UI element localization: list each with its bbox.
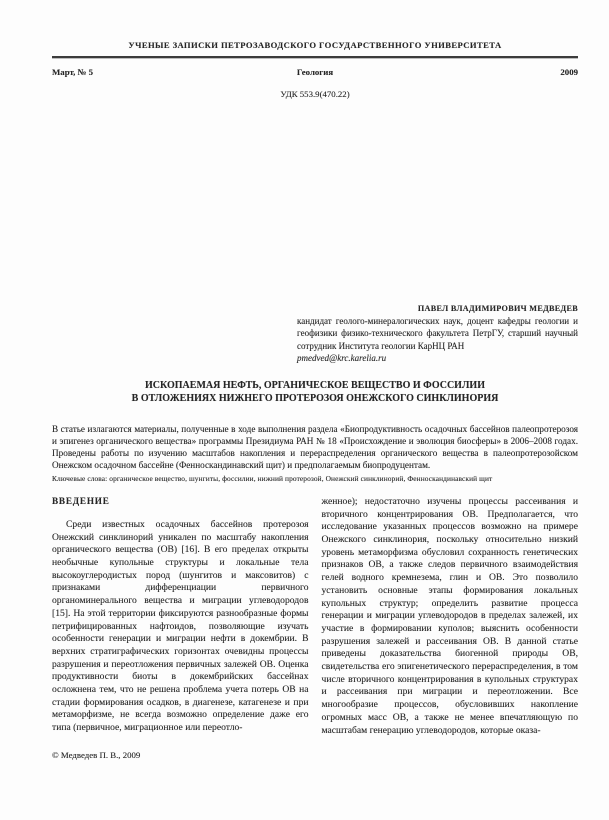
introduction-heading: ВВЕДЕНИЕ xyxy=(52,495,110,506)
author-email: pmedved@krc.karelia.ru xyxy=(297,352,387,363)
left-column xyxy=(52,496,309,760)
article-title xyxy=(52,379,578,406)
issue-row xyxy=(52,67,578,77)
issue-label: Март, № 5 xyxy=(52,67,93,77)
introduction-paragraph-left: Среди известных осадочных бассейнов протерозоя Онежский синклинорий уникален по масштабу накопления органического вещества (ОВ) [16]. В его пределах открыты необычные купольные структуры и локальные тела высокоуглеродистых пород (шунгитов и максовитов) с признаками дифференциации первичного органоминерального вещества и миграции углеводородов [15]. На этой территории фиксируются разнообразные формы петрифицированных нафтоидов, позволяющие изучать особенности генерации и миграции нефти в докембрии. В верхних стратиграфических горизонтах очевидны процессы разрушения и переотложения первичных залежей ОВ. Оценка продуктивности биоты в докембрийских бассейнах осложнена тем, что не решена проблема учета потерь ОВ на стадии формирования осадков, в диагенезе, катагенезе и при метаморфизме, не всегда возможно определение даже его типа (первичное, миграционное или переотло- xyxy=(52,518,309,734)
udk-code: УДК 553.9(470.22) xyxy=(280,89,350,99)
introduction-paragraph-right: женное); недостаточно изучены процессы рассеивания и вторичного концентрирования ОВ. Предполагается, что исследование указанных процессов возможно на примере Онежского синклинория, поскольку относительно низкий уровень метаморфизма обусловил сохранность генетических признаков ОВ, а также следов первичного взаимодействия гелей водного кремнезема, глин и ОВ. Это позволило установить основные этапы формирования локальных купольных структур; определить развитие процесса генерации и миграции углеводородов в пределах залежей, их участие в формировании куполов; выяснить особенности разрушения залежей и рассеивания ОВ. В данной статье приведены доказательства биогенной природы ОВ, свидетельства его эпигенетического перераспределения, в том числе вторичного концентрирования в купольных структурах и рассеивания при миграции и переотложении. Все многообразие процессов, обусловивших накопление огромных масс ОВ, а также не менее впечатляющую по масштабам генерацию углеводородов, которые оказа- xyxy=(321,495,578,736)
journal-title: УЧЕНЫЕ ЗАПИСКИ ПЕТРОЗАВОДСКОГО ГОСУДАРСТВЕННОГО УНИВЕРСИТЕТА xyxy=(128,40,502,50)
body-columns xyxy=(52,496,578,760)
keywords-line: Ключевые слова: органическое вещество, шунгиты, фоссилии, нижний протерозой, Онежский синклинорий, Фенноскандинавский щит xyxy=(52,473,493,483)
header-rule xyxy=(52,56,578,59)
abstract-text: В статье излагаются материалы, полученные в ходе выполнения раздела «Биопродуктивность осадочных бассейнов палеопротерозоя и эпигенез органического вещества» программы Президиума РАН № 18 «Происхождение и эволюция биосферы» в 2006–2008 годах. Проведены работы по изучению масштабов накопления и перераспределения органического вещества в палеопротерозойском Онежском осадочном бассейне (Фенноскандинавский щит) и предполагаемым биопродуцентам. xyxy=(52,423,578,470)
article-title-line1: ИСКОПАЕМАЯ НЕФТЬ, ОРГАНИЧЕСКОЕ ВЕЩЕСТВО И ФОССИЛИИ xyxy=(145,379,485,391)
year-label: 2009 xyxy=(560,67,578,77)
author-name: ПАВЕЛ ВЛАДИМИРОВИЧ МЕДВЕДЕВ xyxy=(417,304,578,313)
author-affiliation: кандидат геолого-минералогических наук, доцент кафедры геологии и геофизики физико-технического факультета ПетрГУ, старший научный сотрудник Института геологии КарНЦ РАН xyxy=(297,316,578,351)
copyright-line: © Медведев П. В., 2009 xyxy=(52,749,141,760)
section-label: Геология xyxy=(296,67,334,77)
right-column xyxy=(322,496,579,760)
author-block xyxy=(297,304,578,363)
article-title-line2: В ОТЛОЖЕНИЯХ НИЖНЕГО ПРОТЕРОЗОЯ ОНЕЖСКОГО СИНКЛИНОРИЯ xyxy=(131,393,499,405)
